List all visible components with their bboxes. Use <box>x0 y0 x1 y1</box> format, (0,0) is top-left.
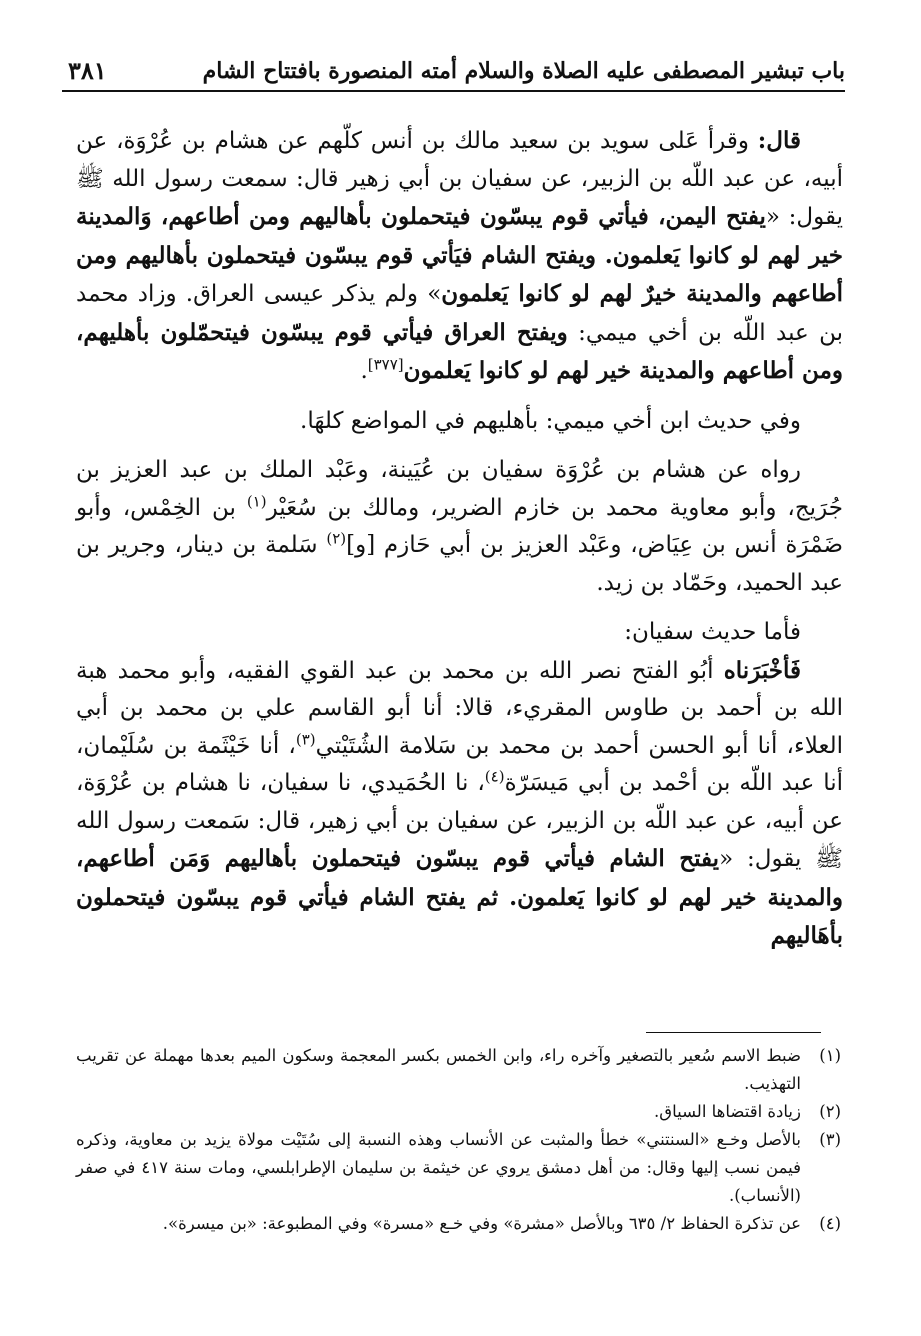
footnotes <box>76 1042 841 1238</box>
page-number: ٣٨١ <box>68 56 107 85</box>
footnote-text: عن تذكرة الحفاظ ٢/ ٦٣٥ وبالأصل «مشرة» وفي خـع «مسرة» وفي المطبوعة: «بن ميسرة». <box>162 1214 801 1233</box>
paragraph-lead: فَأخْبَرَناه <box>723 656 801 684</box>
footnote-ref-1: (١) <box>246 491 267 510</box>
text-run: رواه عن هشام بن عُرْوَة سفيان بن عُيَينة، وعَبْد الملك بن عبد العزيز بن جُرَيج، وأبو معاوية محمد بن خازم الضرير، ومالك بن سُعَيْر <box>76 457 843 521</box>
text-run: سَلمة بن دينار، وجرير بن عبد الحميد، وحَمّاد بن زيد. <box>76 532 843 596</box>
footnote-ref-3: (٣) <box>295 729 316 748</box>
text-run: » ولم يذكر عيسى العراق. وزاد محمد بن عبد اللّه بن أخي ميمي: <box>76 281 843 346</box>
paragraph-4: فأما حديث سفيان: <box>624 619 801 645</box>
footnote-number: (٣) <box>819 1130 841 1149</box>
header-divider <box>62 90 845 92</box>
hadith-text: يفتح الشام فيأتي قوم يبسّون فيتحملون بأهاليهم وَمَن أطاعهم، والمدينة خير لهم لو كانوا يَعلمون. ثم يفتح الشام فيأتي قوم يبسّون فيتحملون بأهَاليهم <box>76 845 843 949</box>
chapter-title: باب تبشير المصطفى عليه الصلاة والسلام أمته المنصورة بافتتاح الشام <box>202 58 845 84</box>
footnote-text: ضبط الاسم سُعير بالتصغير وآخره راء، وابن الخمس بكسر المعجمة وسكون الميم بعدها مهملة عن تقريب التهذيب. <box>76 1046 801 1093</box>
source-reference: [٣٧٧] <box>367 355 404 374</box>
footnote-item <box>76 1210 841 1238</box>
text-run: بن الخِمْس، وأبو ضَمْرَة أنس بن عِيَاض، وعَبْد العزيز بن أبي حَازم [و] <box>76 494 843 558</box>
footnote-ref-2: (٢) <box>326 529 347 548</box>
footnote-item <box>76 1098 841 1126</box>
hadith-text: يفتح اليمن، فيأتي قوم يبسّون فيتحملون بأهاليهم ومن أطاعهم، وَالمدينة خير لهم لو كانوا يَعلمون. ويفتح الشام فيَأتي قوم يبسّون فيتحملون بأهاليهم ومن أطاعهم والمدينة خيرٌ لهم لو كانوا يَعلمون <box>76 203 843 307</box>
running-header <box>62 52 845 92</box>
footnote-text: بالأصل وخـع «السنتني» خطأ والمثبت عن الأنساب وهذه النسبة إلى سُتَيْت مولاة يزيد بن معاوية، وذكره فيمن نسب إليها وقال: من أهل دمشق يروي عن خيثمة بن سليمان الإطرابلسي، ومات سنة ٤١٧ في صفر (الأنساب). <box>76 1130 802 1205</box>
paragraph-5 <box>76 652 843 956</box>
text-run: أبُو الفتح نصر الله بن محمد بن عبد القوي الفقيه، وأبو محمد هبة الله بن أحمد بن طاوس المقريء، قالا: أنا أبو القاسم علي بن محمد بن أبي العلاء، أنا أبو الحسن أحمد بن محمد بن سَلامة الشُتَيْتي <box>76 657 843 759</box>
hadith-text: ويفتح العراق فيأتي قوم يبسّون فيتحمّلون بأهليهم، ومن أطاعهم والمدينة خير لهم لو كانوا يَعلمون <box>76 318 843 384</box>
paragraph-3 <box>76 452 843 602</box>
footnote-number: (٢) <box>819 1102 841 1121</box>
paragraph-lead: قال: <box>757 127 801 154</box>
text-run: ، نا الحُمَيدي، نا سفيان، نا هشام بن عُرْوَة، عن أبيه، عن عبد اللّه بن الزبير، عن سفيان بن أبي زهير، قال: سَمعت رسول الله ﷺ يقول: « <box>76 770 843 872</box>
main-text <box>76 122 843 956</box>
paragraph-2: وفي حديث ابن أخي ميمي: بأهليهم في المواضع كلهَا. <box>300 407 801 434</box>
footnote-ref-4: (٤) <box>484 767 505 786</box>
footnote-number: (١) <box>819 1046 841 1065</box>
text-run: وقرأ عَلى سويد بن سعيد مالك بن أنس كلّهم عن هشام بن عُرْوَة، عن أبيه، عن عبد اللّه بن الزبير، عن سفيان بن أبي زهير قال: سمعت رسول الله ﷺ يقول: « <box>76 128 843 230</box>
paragraph-1 <box>76 122 843 391</box>
footnote-number: (٤) <box>819 1214 841 1233</box>
footnote-item <box>76 1042 841 1098</box>
footnote-text: زيادة اقتضاها السياق. <box>654 1102 801 1121</box>
text-run: ، أنا خَيْثَمة بن سُلَيْمان، أنا عبد اللّه بن أحْمد بن أبي مَيسَرّة <box>76 732 843 796</box>
footnote-item <box>76 1126 841 1210</box>
text-run: . <box>360 358 368 384</box>
footnote-divider <box>646 1032 821 1033</box>
